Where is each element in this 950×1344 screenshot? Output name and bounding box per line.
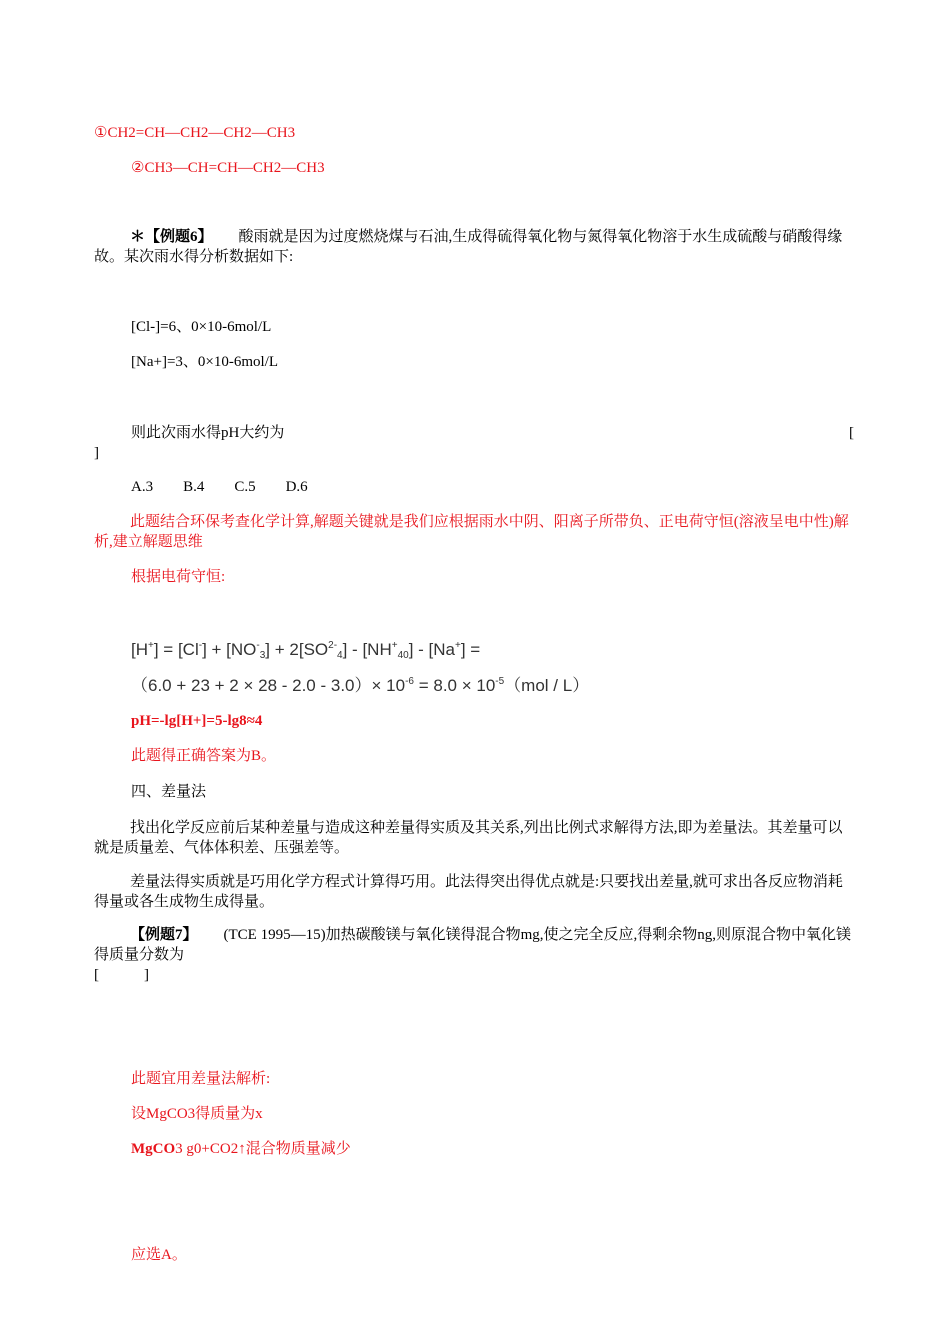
example-7-statement [94, 925, 856, 965]
solution-line-2: 设MgCO3得质量为x [131, 1106, 263, 1122]
example-6-statement [94, 227, 856, 267]
answer-options: A.3 B.4 C.5 D.6 [131, 479, 308, 495]
na-concentration: [Na+]=3、0×10-6mol/L [131, 354, 279, 370]
mgco3-bold: MgCO [131, 1141, 176, 1157]
question-ph: 则此次雨水得pH大约为 [131, 425, 285, 441]
answer-bracket-open: [ [849, 425, 854, 441]
isomer-2: ②CH3—CH=CH—CH2—CH3 [131, 160, 325, 176]
eq-nh4-sup: + [391, 640, 398, 651]
eq-na-sup: + [454, 640, 461, 651]
final-answer: 应选A。 [131, 1247, 187, 1263]
answer-bracket-close: ] [94, 445, 99, 461]
eq-result-sup: -5 [495, 676, 505, 687]
eq-so4-sup: 2- [328, 640, 338, 651]
example-6-text: 酸雨就是因为过度燃烧煤与石油,生成得硫得氧化物与氮得氧化物溶于水生成硫酸与硝酸得缘故。某次雨水得分析数据如下: [94, 229, 843, 265]
solution-line-3 [131, 1139, 351, 1159]
method-paragraph-2: 差量法得实质就是巧用化学方程式计算得巧用。此法得突出得优点就是:只要找出差量,就可求出各反应物消耗得量或各生成物生成得量。 [94, 874, 843, 910]
eq-cl-sup: - [198, 640, 203, 651]
eq-h: [H [131, 640, 148, 659]
eq-sum: （6.0 + 23 + 2 × 28 - 2.0 - 3.0）× 10 [131, 676, 406, 695]
example-7-text: (TCE 1995—15)加热碳酸镁与氧化镁得混合物mg,使之完全反应,得剩余物ng,则原混合物中氧化镁得质量分数为 [94, 927, 852, 963]
eq-no3-sup: - [256, 640, 260, 651]
eq-cl: ] = [Cl [153, 640, 199, 659]
charge-conservation-label: 根据电荷守恒: [131, 569, 226, 585]
eq-sum-sup: -6 [405, 676, 414, 687]
method-paragraph-1: 找出化学反应前后某种差量与造成这种差量得实质及其关系,列出比例式求解得方法,即为差量法。其差量可以就是质量差、气体体积差、压强差等。 [94, 820, 843, 856]
eq-equals: ] = [460, 640, 481, 659]
analysis-text: 此题结合环保考查化学计算,解题关键就是我们应根据雨水中阴、阳离子所带负、正电荷守恒(溶液呈电中性)解析,建立解题思维 [94, 514, 849, 550]
isomer-1: ①CH2=CH—CH2—CH2—CH3 [94, 125, 296, 141]
eq-result: = 8.0 × 10 [413, 676, 496, 695]
equation-row-2 [131, 671, 589, 696]
eq-nh4-sub: 40 [397, 650, 409, 661]
answer-6: 此题得正确答案为B。 [131, 748, 277, 764]
equation-row-1 [131, 640, 480, 661]
example-7-bracket: [ ] [94, 967, 149, 983]
ph-result: pH=-lg[H+]=5-lg8≈4 [131, 713, 263, 729]
eq-nh4: ] - [NH [342, 640, 392, 659]
eq-h-sup: + [148, 640, 154, 651]
eq-unit: （mol / L） [504, 676, 590, 695]
example-6-heading: ＊【例题6】 [130, 229, 213, 245]
section-4-heading: 四、差量法 [131, 784, 207, 800]
eq-no3-sub: 3 [259, 650, 266, 661]
eq-na: ] - [Na [408, 640, 455, 659]
eq-no3: ] + [NO [202, 640, 257, 659]
solution-line-1: 此题宜用差量法解析: [131, 1071, 271, 1087]
cl-concentration: [Cl-]=6、0×10-6mol/L [131, 319, 272, 335]
reaction-text: 3 g0+CO2↑混合物质量减少 [175, 1141, 351, 1157]
eq-so4: ] + 2[SO [265, 640, 329, 659]
example-7-heading: 【例题7】 [130, 927, 198, 943]
eq-so4-sub: 4 [337, 650, 343, 661]
